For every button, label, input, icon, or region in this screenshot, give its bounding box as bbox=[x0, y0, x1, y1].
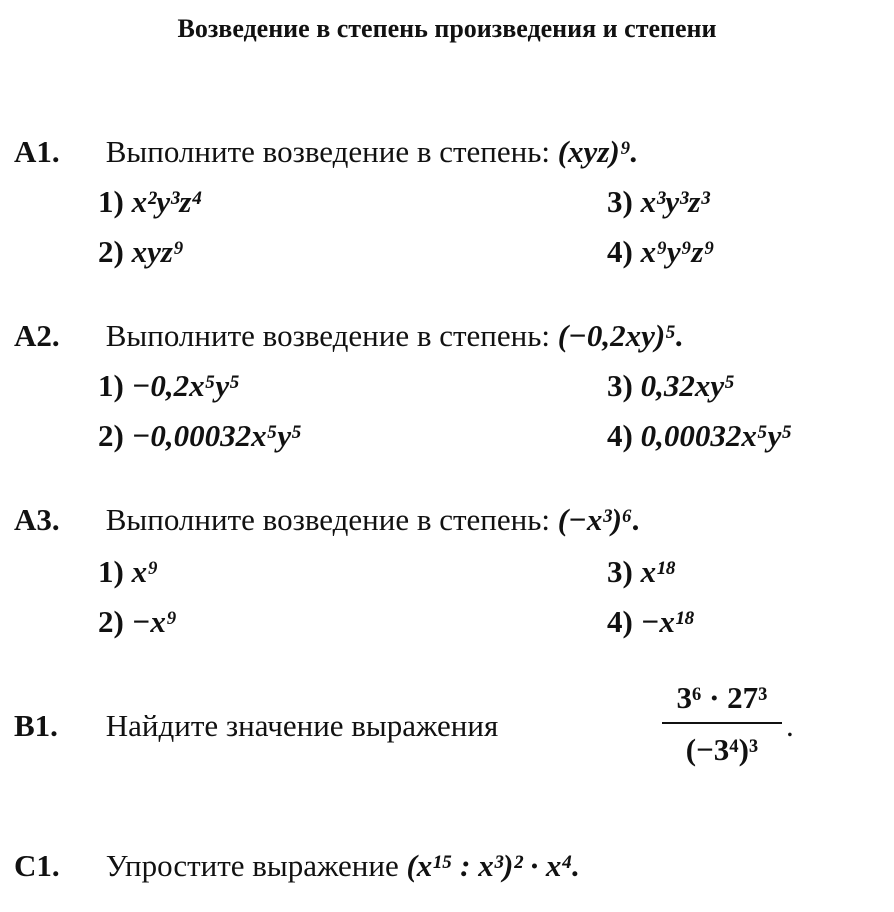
question-text: Выполните возведение в степень: bbox=[105, 318, 550, 353]
question-label: А1. bbox=[14, 134, 60, 169]
option-number: 2) bbox=[98, 418, 124, 453]
option-number: 1) bbox=[98, 368, 124, 403]
question-text: Выполните возведение в степень: bbox=[105, 502, 550, 537]
option-number: 4) bbox=[607, 604, 633, 639]
answer-option-1 bbox=[98, 368, 240, 404]
fraction-numerator: 3⁶ · 27³ bbox=[676, 680, 768, 715]
answer-option-3 bbox=[607, 184, 710, 220]
fraction-expression bbox=[662, 680, 782, 768]
page-title: Возведение в степень произведения и степени bbox=[177, 14, 717, 43]
option-number: 2) bbox=[98, 604, 124, 639]
question-expression: (x¹⁵ : x³)² · x⁴. bbox=[406, 848, 580, 883]
question-label: А2. bbox=[14, 318, 60, 353]
answer-option-3 bbox=[607, 554, 676, 590]
question-a1 bbox=[14, 134, 638, 170]
question-c1 bbox=[14, 848, 580, 884]
question-expression: (−x³)⁶. bbox=[557, 502, 641, 537]
option-expression: −x¹⁸ bbox=[640, 604, 695, 639]
option-number: 1) bbox=[98, 554, 124, 589]
option-expression: x³y³z³ bbox=[640, 184, 710, 219]
option-number: 4) bbox=[607, 418, 633, 453]
fraction-bar bbox=[662, 722, 782, 724]
question-label: А3. bbox=[14, 502, 60, 537]
option-number: 3) bbox=[607, 368, 633, 403]
option-expression: 0,32xy⁵ bbox=[640, 368, 735, 403]
option-number: 1) bbox=[98, 184, 124, 219]
fraction-denominator: (−3⁴)³ bbox=[685, 732, 759, 767]
fraction-period: . bbox=[786, 708, 794, 743]
option-number: 4) bbox=[607, 234, 633, 269]
option-expression: xyz⁹ bbox=[131, 234, 184, 269]
question-a3 bbox=[14, 502, 641, 538]
option-number: 3) bbox=[607, 184, 633, 219]
option-expression: x²y³z⁴ bbox=[131, 184, 203, 219]
answer-option-4 bbox=[607, 234, 714, 270]
answer-option-2 bbox=[98, 418, 302, 454]
option-expression: 0,00032x⁵y⁵ bbox=[640, 418, 793, 453]
option-number: 2) bbox=[98, 234, 124, 269]
question-label: С1. bbox=[14, 848, 60, 883]
answer-option-3 bbox=[607, 368, 735, 404]
answer-option-2 bbox=[98, 234, 184, 270]
question-text: Выполните возведение в степень: bbox=[105, 134, 550, 169]
option-expression: x¹⁸ bbox=[640, 554, 677, 589]
question-expression: (xyz)⁹. bbox=[557, 134, 639, 169]
option-expression: −0,00032x⁵y⁵ bbox=[131, 418, 302, 453]
answer-option-1 bbox=[98, 554, 158, 590]
option-expression: x⁹ bbox=[131, 554, 158, 589]
option-expression: x⁹y⁹z⁹ bbox=[640, 234, 715, 269]
question-a2 bbox=[14, 318, 684, 354]
answer-option-1 bbox=[98, 184, 202, 220]
option-expression: −x⁹ bbox=[131, 604, 177, 639]
question-b1 bbox=[14, 708, 498, 744]
question-text: Найдите значение выражения bbox=[105, 708, 499, 743]
option-expression: −0,2x⁵y⁵ bbox=[131, 368, 240, 403]
option-number: 3) bbox=[607, 554, 633, 589]
answer-option-2 bbox=[98, 604, 177, 640]
answer-option-4 bbox=[607, 604, 695, 640]
question-expression: (−0,2xy)⁵. bbox=[557, 318, 684, 353]
answer-option-4 bbox=[607, 418, 792, 454]
question-text: Упростите выражение bbox=[105, 848, 399, 883]
question-label: В1. bbox=[14, 708, 58, 743]
